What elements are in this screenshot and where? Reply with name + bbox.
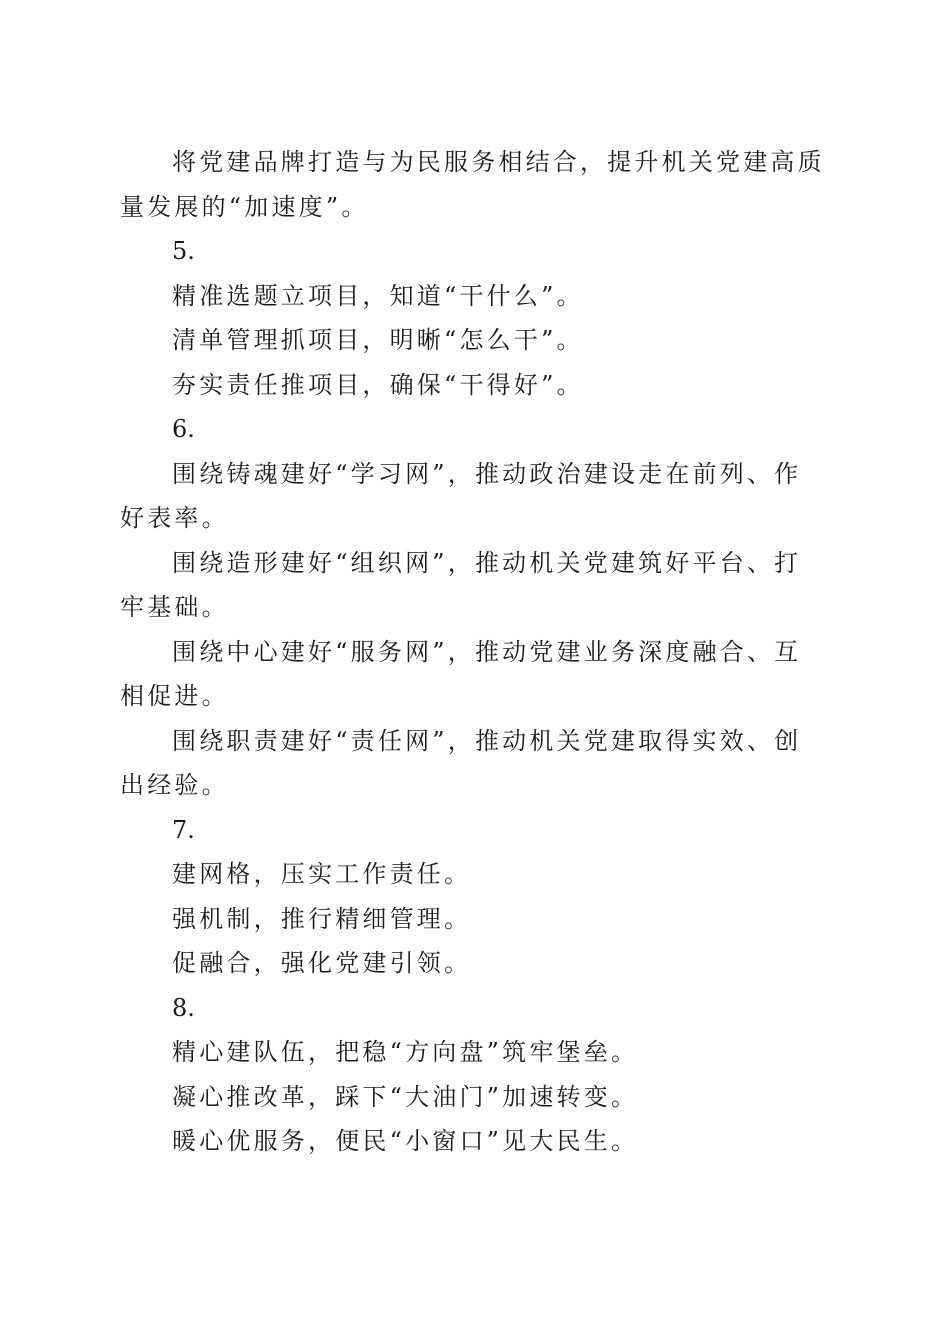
paragraph: 围绕职责建好“责任网”，推动机关党建取得实效、创出经验。 — [120, 726, 802, 799]
paragraph: 精心建队伍，把稳“方向盘”筑牢堡垒。 — [172, 1038, 639, 1066]
section-number: 7. — [172, 815, 195, 844]
section-number: 5. — [172, 237, 195, 265]
section-number: 6. — [172, 415, 195, 443]
paragraph: 夯实责任推项目，确保“干得好”。 — [172, 370, 584, 399]
paragraph: 暖心优服务，便民“小窗口”见大民生。 — [172, 1127, 639, 1155]
paragraph: 建网格，压实工作责任。 — [172, 860, 472, 888]
document-body — [120, 140, 825, 1164]
paragraph: 围绕中心建好“服务网”，推动党建业务深度融合、互相促进。 — [120, 637, 802, 710]
paragraph: 围绕铸魂建好“学习网”，推动政治建设走在前列、作好表率。 — [120, 459, 802, 532]
paragraph: 将党建品牌打造与为民服务相结合，提升机关党建高质量发展的“加速度”。 — [120, 148, 825, 221]
paragraph: 凝心推改革，踩下“大油门”加速转变。 — [172, 1082, 639, 1111]
paragraph: 精准选题立项目，知道“干什么”。 — [172, 281, 584, 310]
paragraph: 清单管理抓项目，明晰“怎么干”。 — [172, 326, 584, 354]
paragraph: 强机制，推行精细管理。 — [172, 904, 472, 933]
paragraph: 围绕造形建好“组织网”，推动机关党建筑好平台、打牢基础。 — [120, 548, 802, 621]
paragraph: 促融合，强化党建引领。 — [172, 949, 472, 977]
section-number: 8. — [172, 993, 195, 1022]
